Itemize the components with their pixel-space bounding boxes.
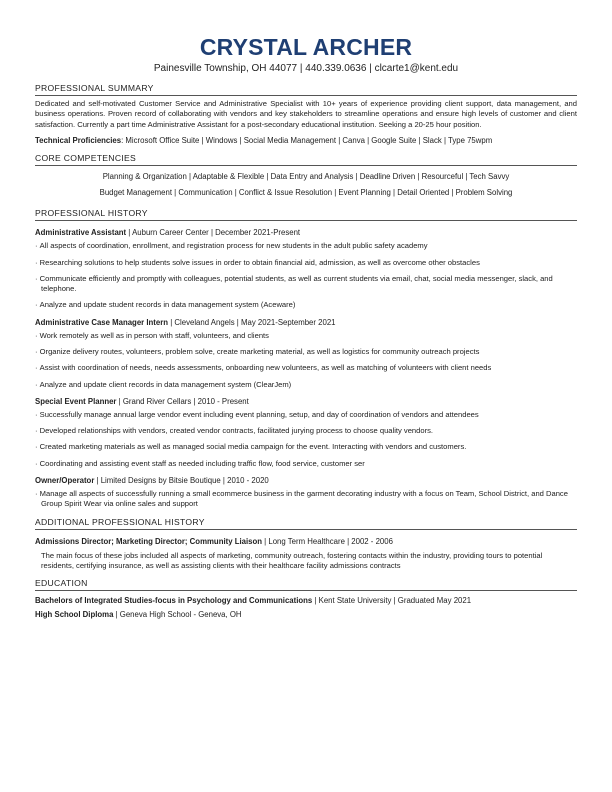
bullet-item: · Communicate efficiently and promptly with colleagues, potential students, as well as current students via email, chat, social media messenger, slack, and telephone. <box>35 274 577 295</box>
bullet-item: · All aspects of coordination, enrollment, and registration process for new students in the adult public safety academy <box>35 241 577 251</box>
job-details: | Long Term Healthcare | 2002 - 2006 <box>262 536 393 546</box>
bullet-item: · Manage all aspects of successfully running a small ecommerce business in the garment decorating industry with a focus on Team, School District, and Dance Group Spirit Wear via online sales and support <box>35 489 577 510</box>
job-role: Admissions Director; Marketing Director; Community Liaison <box>35 536 263 546</box>
summary-text: Dedicated and self-motivated Customer Service and Administrative Specialist with 10+ years of experience providing client support, data management, and business operations. Proven record of collaborating with vendors and key stakeholders to streamline operations and ensure high levels of customer and client satisfaction. Currently a part time Administrative Assistant for a post-secondary educational institution. Seeking a 20-25 hour position. <box>35 99 577 129</box>
education-entry <box>35 609 577 620</box>
degree: Bachelors of Integrated Studies-focus in Psychology and Communications <box>35 596 313 606</box>
bullet-item: · Work remotely as well as in person with staff, volunteers, and clients <box>35 331 577 341</box>
job-bullets <box>35 410 577 469</box>
job-header <box>35 317 577 328</box>
section-title-competencies: CORE COMPETENCIES <box>35 153 577 166</box>
section-title-history: PROFESSIONAL HISTORY <box>35 208 577 221</box>
job-details: | Limited Designs by Bitsie Boutique | 2010 - 2020 <box>94 476 269 486</box>
job-bullets <box>35 489 577 510</box>
job-role: Special Event Planner <box>35 396 117 406</box>
job-entry <box>35 396 577 469</box>
bullet-item: · Successfully manage annual large vendor event including event planning, setup, and day of coordination of vendors and attendees <box>35 410 577 420</box>
job-bullets <box>35 331 577 390</box>
education-details: | Kent State University | Graduated May 2021 <box>312 596 472 606</box>
job-header <box>35 227 577 238</box>
education-details: | Geneva High School - Geneva, OH <box>113 610 242 620</box>
job-entry <box>35 317 577 390</box>
technical-proficiencies <box>35 135 577 146</box>
education-entry <box>35 595 577 606</box>
job-entry <box>35 475 577 510</box>
job-role: Administrative Case Manager Intern <box>35 317 169 327</box>
competencies-line: Planning & Organization | Adaptable & Flexible | Data Entry and Analysis | Deadline Driven | Resourceful | Tech Savvy <box>102 172 510 182</box>
additional-description: The main focus of these jobs included all aspects of marketing, community outreach, fostering contacts within the industry, providing tours to potential residents, certifying insurance, as well as assisting clients with their healthcare facility admissions contracts <box>41 550 543 571</box>
bullet-item: · Coordinating and assisting event staff as needed including traffic flow, food service, customer ser <box>35 459 577 469</box>
bullet-item: · Organize delivery routes, volunteers, problem solve, create marketing material, as well as logistics for community outreach projects <box>35 347 577 357</box>
job-entry <box>35 227 577 310</box>
tech-value: : Microsoft Office Suite | Windows | Social Media Management | Canva | Google Suite | Slack | Type 75wpm <box>121 136 493 146</box>
job-details: | Grand River Cellars | 2010 - Present <box>116 396 249 406</box>
section-title-education: EDUCATION <box>35 578 577 591</box>
job-details: | Auburn Career Center | December 2021-Present <box>126 228 301 238</box>
resume-page <box>35 34 577 620</box>
competencies-list <box>35 169 577 201</box>
bullet-item: · Researching solutions to help students solve issues in order to obtain financial aid, admission, as well as overcome other obstacles <box>35 258 577 268</box>
job-details: | Cleveland Angels | May 2021-September 2021 <box>168 317 336 327</box>
job-role: Owner/Operator <box>35 476 95 486</box>
job-bullets <box>35 241 577 310</box>
job-header <box>35 536 577 547</box>
competencies-line: Budget Management | Communication | Conflict & Issue Resolution | Event Planning | Detail Oriented | Problem Solving <box>99 188 513 198</box>
job-header <box>35 396 577 407</box>
contact-line: Painesville Township, OH 44077 | 440.339.0636 | clcarte1@kent.edu <box>153 63 459 74</box>
bullet-item: · Developed relationships with vendors, created vendor contracts, facilitated jurying process to choose quality vendors. <box>35 426 577 436</box>
degree: High School Diploma <box>35 610 114 620</box>
section-title-additional: ADDITIONAL PROFESSIONAL HISTORY <box>35 517 577 530</box>
job-header <box>35 475 577 486</box>
section-title-summary: PROFESSIONAL SUMMARY <box>35 83 577 96</box>
bullet-item: · Created marketing materials as well as managed social media campaign for the event. Interacting with vendors and customers. <box>35 442 577 452</box>
candidate-name: CRYSTAL ARCHER <box>199 34 413 60</box>
job-role: Administrative Assistant <box>35 228 127 238</box>
tech-label: Technical Proficiencies <box>35 136 122 146</box>
bullet-item: · Analyze and update client records in data management system (ClearJem) <box>35 380 577 390</box>
bullet-item: · Assist with coordination of needs, needs assessments, onboarding new volunteers, as well as matching of volunteers with client needs <box>35 363 577 373</box>
bullet-item: · Analyze and update student records in data management system (Aceware) <box>35 300 577 310</box>
